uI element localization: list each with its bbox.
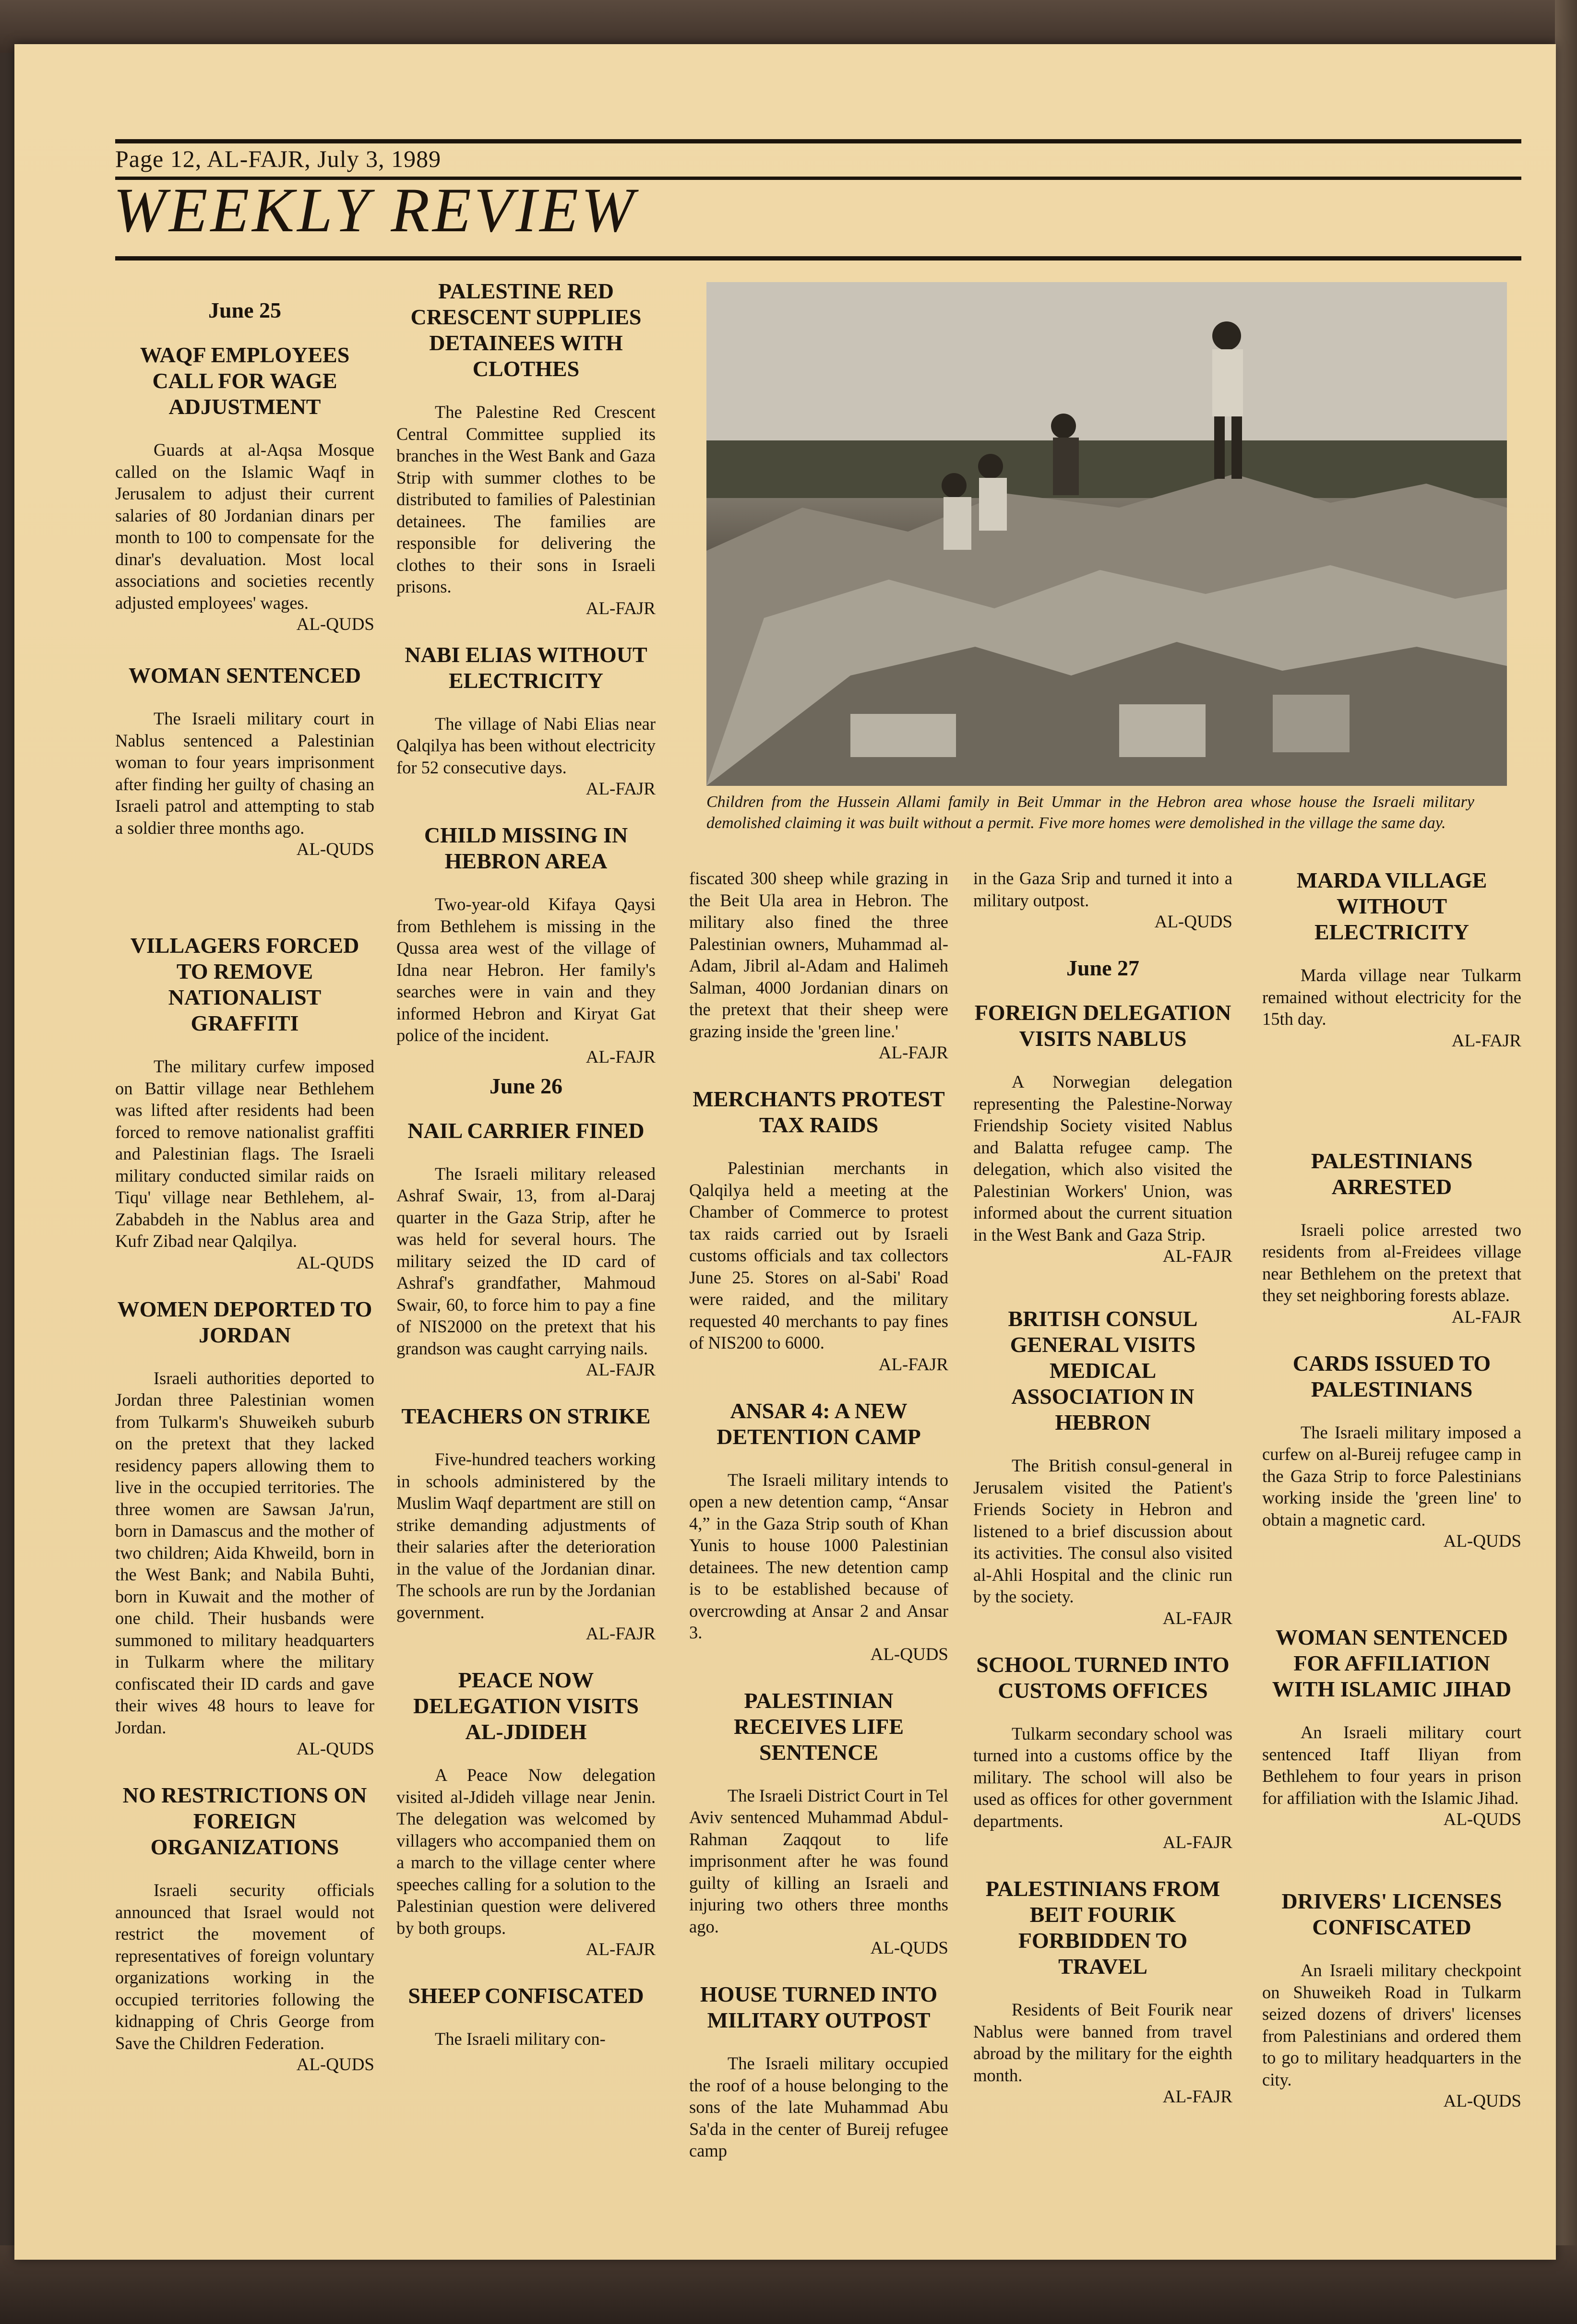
source-credit: AL-FAJR <box>1162 2087 1232 2107</box>
article-military-outpost <box>689 1981 948 2162</box>
headline: VILLAGERS FORCED TO REMOVE NATIONALIST GRAFFITI <box>130 933 359 1035</box>
article-body: An Israeli military checkpoint on Shuweikeh Road in Tulkarm seized dozens of drivers' licenses from Palestinians and ordered them to go to military headquarters in the city. <box>1262 1960 1521 2089</box>
source-credit: AL-QUDS <box>296 615 374 634</box>
article-nabi-elias <box>396 642 656 801</box>
article-body: The Israeli military court in Nablus sentenced a Palestinian woman to four years imprisonment after finding her guilty of chasing an Israeli patrol and attempting to stab a soldier three months ago. <box>115 709 374 838</box>
article-body: Five-hundred teachers working in schools administered by the Muslim Waqf department are still on strike demanding adjustments of their salaries after the deterioration in the value of the Jordanian dinar. The schools are run by the Jordanian government. <box>396 1449 656 1622</box>
source-credit: AL-QUDS <box>1443 1810 1521 1829</box>
headline: SCHOOL TURNED INTO CUSTOMS OFFICES <box>976 1652 1230 1703</box>
article-body: The Palestine Red Crescent Central Committee supplied its branches in the West Bank and Gaza Strip with summer clothes to be distributed to families of Palestinian detainees. The families are responsible for delivering the clothes to their sons in Israeli prisons. <box>396 402 656 596</box>
column-3 <box>689 867 948 2162</box>
date-heading: June 26 <box>489 1073 563 1098</box>
headline: DRIVERS' LICENSES CONFISCATED <box>1281 1889 1502 1939</box>
article-women-deported <box>115 1296 374 1761</box>
article-body: in the Gaza Srip and turned it into a military outpost. <box>973 868 1232 910</box>
article-marda-village <box>1262 867 1521 1052</box>
article-teachers-strike <box>396 1403 656 1645</box>
headline: WAQF EMPLOYEES CALL FOR WAGE ADJUSTMENT <box>140 343 350 419</box>
source-credit: AL-FAJR <box>1451 1031 1521 1051</box>
headline: WOMAN SENTENCED FOR AFFILIATION WITH ISLAMIC JIHAD <box>1272 1625 1512 1701</box>
article-body: Marda village near Tulkarm remained without electricity for the 15th day. <box>1262 965 1521 1029</box>
article-child-missing <box>396 822 656 1068</box>
headline: CHILD MISSING IN HEBRON AREA <box>424 823 628 873</box>
source-credit: AL-QUDS <box>296 2055 374 2075</box>
source-credit: AL-FAJR <box>585 1047 656 1067</box>
headline: NABI ELIAS WITHOUT ELECTRICITY <box>405 642 647 693</box>
source-credit: AL-FAJR <box>878 1043 948 1063</box>
headline: NAIL CARRIER FINED <box>407 1118 645 1143</box>
source-credit: AL-FAJR <box>585 1624 656 1644</box>
article-body: A Peace Now delegation visited al-Jdideh village near Jenin. The delegation was welcomed by villagers who accompanied them on a march to the village center where speeches calling for a solution to the Palestinian question were delivered by both groups. <box>396 1765 656 1938</box>
article-body: The Israeli military intends to open a new detention camp, “Ansar 4,” in the Gaza Strip south of Khan Yunis to house 1000 Palestinian detainees. The new detention camp is to be established because of overcrowding at Ansar 2 and Ansar 3. <box>689 1470 948 1642</box>
headline: PALESTINE RED CRESCENT SUPPLIES DETAINEES WITH CLOTHES <box>410 279 642 381</box>
article-body: Guards at al-Aqsa Mosque called on the Islamic Waqf in Jerusalem to adjust their current salaries of 80 Jordanian dinars per month to 100 to compensate for the dinar's devaluation. Most local associations and societies recently adjusted employees' wages. <box>115 440 374 613</box>
headline: ANSAR 4: A NEW DETENTION CAMP <box>717 1398 921 1449</box>
column-2 <box>396 278 656 2050</box>
source-credit: AL-FAJR <box>1162 1246 1232 1266</box>
article-villagers-forced <box>115 933 374 1274</box>
article-body: Palestinian merchants in Qalqilya held a meeting at the Chamber of Commerce to protest tax raids carried out by Israeli customs officials and tax collectors June 25. Stores on al-Sabi' Road were raided, and the military requested 40 merchants to pay fines of NIS200 to 6000. <box>689 1158 948 1352</box>
article-body: The village of Nabi Elias near Qalqilya has been without electricity for 52 consecutive days. <box>396 713 656 777</box>
background-right <box>1555 0 1577 2324</box>
article-sheep-continued <box>689 867 948 1064</box>
article-drivers-licenses <box>1262 1888 1521 2112</box>
source-credit: AL-QUDS <box>1154 912 1232 932</box>
article-body: The Israeli military imposed a curfew on al-Bureij refugee camp in the Gaza Strip to force Palestinians working inside the 'green line' to obtain a magnetic card. <box>1262 1422 1521 1530</box>
section-masthead: WEEKLY REVIEW <box>113 175 637 245</box>
article-life-sentence <box>689 1688 948 1960</box>
source-credit: AL-QUDS <box>296 840 374 859</box>
article-red-crescent <box>396 278 656 620</box>
article-outpost-continued <box>973 867 1232 933</box>
article-body: Israeli security officials announced that Israel would not restrict the movement of representatives of foreign voluntary organizations working in the occupied territories following the kidnapping of Chris George from Save the Children Federation. <box>115 1880 374 2053</box>
column-4 <box>973 867 1232 2130</box>
page-folio: Page 12, AL-FAJR, July 3, 1989 <box>115 145 442 172</box>
source-credit: AL-QUDS <box>1443 1531 1521 1551</box>
article-body: The Israeli military con- <box>435 2029 606 2049</box>
source-credit: AL-QUDS <box>870 1644 948 1664</box>
column-1 <box>115 297 374 2098</box>
article-body: A Norwegian delegation representing the Palestine-Norway Friendship Society visited Nablus and Balatta refugee camp. The delegation, which also visited the Palestinian Workers' Union, was informed about the current situation in the West Bank and Gaza Strip. <box>973 1072 1232 1245</box>
source-credit: AL-FAJR <box>1162 1608 1232 1628</box>
headline: SHEEP CONFISCATED <box>408 1983 644 2008</box>
photo-caption: Children from the Hussein Allami family in Beit Ummar in the Hebron area whose house the Israeli military demolished claiming it was built without a permit. Five more homes were demolished in the village the same day. <box>706 793 1474 832</box>
source-credit: AL-QUDS <box>296 1253 374 1273</box>
article-nail-carrier <box>396 1118 656 1382</box>
article-foreign-delegation <box>973 1000 1232 1268</box>
source-credit: AL-FAJR <box>1162 1833 1232 1852</box>
article-beit-fourik <box>973 1876 1232 2108</box>
article-body: Residents of Beit Fourik near Nablus were banned from travel abroad by the military for the eighth month. <box>973 2000 1232 2085</box>
article-school-customs <box>973 1652 1232 1854</box>
headline: FOREIGN DELEGATION VISITS NABLUS <box>974 1000 1231 1051</box>
article-body: The military curfew imposed on Battir village near Bethlehem was lifted after residents had been forced to remove nationalist graffiti and Palestinian flags. The Israeli military conducted similar raids on Tiqu' village near Bethlehem, al-Zababdeh in the Nablus area and Kufr Zibad near Qalqilya. <box>115 1056 374 1251</box>
article-body: Two-year-old Kifaya Qaysi from Bethlehem is missing in the Qussa area west of the village of Idna near Hebron. Her family's searches were in vain and they informed Hebron and Kiryat Gat police of the incident. <box>396 894 656 1045</box>
article-peace-now <box>396 1667 656 1961</box>
headline: TEACHERS ON STRIKE <box>401 1404 651 1428</box>
article-body: Israeli authorities deported to Jordan three Palestinian women from Tulkarm's Shuweikeh suburb on the pretext that they lacked residency papers allowing them to live in the occupied territories. The three women are Sawsan Ja'run, born in Damascus and the mother of two children; Aida Khweild, born in the West Bank; and Nabila Buhti, born in Kuwait and the mother of one child. Their husbands were summoned to military headquarters in Tulkarm where the military confiscated their ID cards and gave their wives 48 hours to leave for Jordan. <box>115 1368 374 1737</box>
headline: WOMAN SENTENCED <box>128 663 361 688</box>
masthead-bottom-rule <box>115 256 1521 261</box>
rubble-scene <box>706 282 1507 786</box>
headline: MARDA VILLAGE WITHOUT ELECTRICITY <box>1296 868 1487 944</box>
source-credit: AL-QUDS <box>870 1938 948 1958</box>
article-waqf-employees <box>115 342 374 636</box>
column-5 <box>1262 867 1521 2134</box>
article-body: Israeli police arrested two residents from al-Freidees village near Bethlehem on the pretext that they set neighboring forests ablaze. <box>1262 1220 1521 1305</box>
source-credit: AL-QUDS <box>296 1739 374 1759</box>
source-credit: AL-QUDS <box>1443 2091 1521 2111</box>
date-heading: June 27 <box>1066 956 1140 980</box>
article-body: Tulkarm secondary school was turned into a customs office by the military. The school will also be used as offices for other government departments. <box>973 1723 1232 1831</box>
article-sheep-confiscated <box>396 1983 656 2050</box>
article-cards-issued <box>1262 1351 1521 1553</box>
article-islamic-jihad <box>1262 1624 1521 1831</box>
headline: PALESTINIANS ARRESTED <box>1311 1148 1473 1199</box>
headline: PALESTINIAN RECEIVES LIFE SENTENCE <box>733 1688 904 1765</box>
top-rule <box>115 139 1521 143</box>
source-credit: AL-FAJR <box>585 598 656 618</box>
headline: BRITISH CONSUL GENERAL VISITS MEDICAL ASSOCIATION IN HEBRON <box>1008 1306 1198 1435</box>
source-credit: AL-FAJR <box>585 1360 656 1380</box>
source-credit: AL-FAJR <box>878 1354 948 1375</box>
article-body: The Israeli military released Ashraf Swair, 13, from al-Daraj quarter in the Gaza Strip, after he was held for several hours. The military seized the ID card of Ashraf's grandfather, Mahmoud Swair, 60, to force him to pay a fine of NIS2000 on the pretext that his grandson was caught carrying nails. <box>396 1163 656 1358</box>
article-ansar-4 <box>689 1398 948 1666</box>
article-body: The Israeli military occupied the roof of a house belonging to the sons of the late Muhammad Abu Sa'da in the center of Bureij refugee camp <box>689 2053 948 2160</box>
article-merchants-protest <box>689 1086 948 1376</box>
date-heading: June 25 <box>208 298 282 322</box>
headline: HOUSE TURNED INTO MILITARY OUTPOST <box>700 1982 938 2032</box>
article-body: The Israeli District Court in Tel Aviv sentenced Muhammad Abdul-Rahman Zaqqout to life imprisonment after he was found guilty of killing an Israeli and injuring two others three months ago. <box>689 1785 949 1936</box>
headline: PEACE NOW DELEGATION VISITS AL-JDIDEH <box>413 1668 639 1744</box>
headline: NO RESTRICTIONS ON FOREIGN ORGANIZATIONS <box>122 1783 367 1859</box>
article-british-consul <box>973 1306 1232 1630</box>
article-body: An Israeli military court sentenced Itaff Iliyan from Bethlehem to four years in prison for affiliation with the Islamic Jihad. <box>1262 1722 1521 1808</box>
headline: PALESTINIANS FROM BEIT FOURIK FORBIDDEN TO TRAVEL <box>985 1876 1220 1979</box>
headline: WOMEN DEPORTED TO JORDAN <box>117 1296 372 1347</box>
source-credit: AL-FAJR <box>585 1940 656 1959</box>
article-palestinians-arrested <box>1262 1148 1521 1328</box>
source-credit: AL-FAJR <box>585 779 656 799</box>
article-no-restrictions <box>115 1782 374 2076</box>
article-body: fiscated 300 sheep while grazing in the Beit Ula area in Hebron. The military also fined the three Palestinian owners, Muhammad al-Adam, Jibril al-Adam and Halimeh Salman, 4000 Jordanian dinars on the pretext that their sheep were grazing inside the 'green line.' <box>689 868 948 1041</box>
article-woman-sentenced <box>115 663 374 861</box>
source-credit: AL-FAJR <box>1451 1307 1521 1327</box>
news-photo <box>706 282 1507 786</box>
headline: MERCHANTS PROTEST TAX RAIDS <box>693 1087 945 1137</box>
article-body: The British consul-general in Jerusalem visited the Patient's Friends Society in Hebron and listened to a brief discussion about its activities. The consul also visited al-Ahli Hospital and the clinic run by the society. <box>973 1456 1232 1606</box>
headline: CARDS ISSUED TO PALESTINIANS <box>1292 1351 1491 1401</box>
